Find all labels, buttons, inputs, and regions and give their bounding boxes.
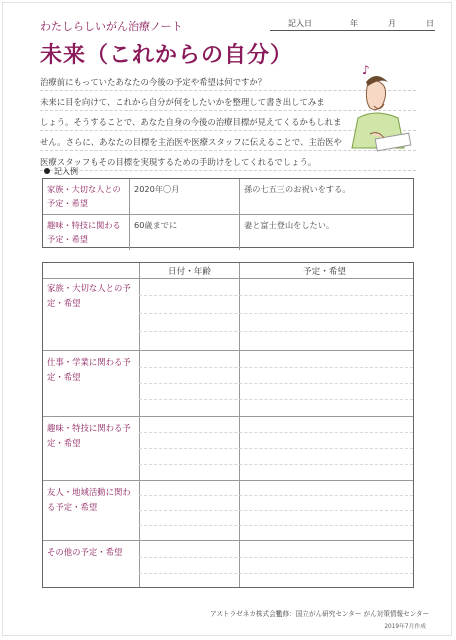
category-other: その他の予定・希望 — [47, 547, 123, 557]
example-section-label — [44, 166, 78, 177]
writing-line[interactable] — [139, 313, 413, 314]
row-divider — [43, 416, 413, 417]
writing-line[interactable] — [139, 331, 413, 332]
man-writing-illustration — [340, 60, 420, 160]
column-divider — [139, 263, 140, 587]
example-category: 趣味・特技に関わる予定・希望 — [43, 215, 130, 250]
header-divider — [43, 278, 413, 279]
category-work: 仕事・学業に関わる予定・希望 — [47, 357, 131, 382]
page-title: 未来（これからの自分） — [40, 43, 294, 68]
year-label: 年 — [350, 19, 358, 28]
example-category: 家族・大切な人との予定・希望 — [43, 179, 130, 214]
writing-line[interactable] — [139, 367, 413, 368]
example-row — [43, 179, 413, 214]
example-when: 2020年〇月 — [130, 179, 240, 214]
date-label: 記入日 — [288, 19, 312, 28]
example-plan: 妻と富士登山をしたい。 — [244, 220, 335, 230]
column-divider — [239, 263, 240, 587]
writing-line[interactable] — [139, 448, 413, 449]
column-header-plan: 予定・希望 — [303, 267, 346, 277]
writing-line[interactable] — [139, 383, 413, 384]
category-hobby: 趣味・特技に関わる予定・希望 — [47, 423, 131, 448]
example-when: 60歳までに — [130, 215, 240, 250]
notebook-title: わたしらしいがん治療ノート — [40, 20, 183, 33]
example-plan: 孫の七五三のお祝いをする。 — [244, 184, 351, 194]
writing-line[interactable] — [139, 573, 413, 574]
writing-line[interactable] — [139, 295, 413, 296]
writing-line[interactable] — [139, 495, 413, 496]
example-row — [43, 214, 413, 250]
row-divider — [43, 540, 413, 541]
intro-line: 医療スタッフもその目標を実現するための手助けをしてくれるでしょう。 — [40, 157, 317, 167]
intro-line: 治療前にもっていたあなたの今後の予定や希望は何ですか？ — [40, 77, 267, 87]
intro-text — [40, 72, 340, 172]
intro-line: せん。さらに、あなたの目標を主治医や医療スタッフに伝えることで、主治医や — [40, 137, 342, 147]
writing-line[interactable] — [139, 399, 413, 400]
entry-date-field[interactable] — [270, 14, 435, 31]
category-community: 友人・地域活動に関わる予定・希望 — [47, 487, 131, 512]
column-header-date: 日付・年齢 — [168, 267, 211, 277]
music-note-icon: ♪ — [362, 63, 370, 77]
writing-line[interactable] — [139, 525, 413, 526]
example-table — [42, 178, 414, 248]
row-divider — [43, 350, 413, 351]
example-label-text: 記入例 — [54, 167, 78, 176]
writing-line[interactable] — [139, 557, 413, 558]
writing-line[interactable] — [139, 464, 413, 465]
writing-line[interactable] — [139, 510, 413, 511]
supervision-credit: 監修：国立がん研究センター がん対策情報センター — [276, 610, 430, 618]
published-date: 2019年7月作成 — [384, 624, 426, 630]
row-divider — [43, 480, 413, 481]
writing-line[interactable] — [139, 432, 413, 433]
intro-line: 未来に目を向けて、これから自分が何をしたいかを整理して書き出してみま — [40, 97, 325, 107]
category-family: 家族・大切な人との予定・希望 — [47, 283, 131, 308]
bullet-icon — [44, 168, 50, 174]
company-name: アストラゼネカ株式会社 — [210, 610, 283, 618]
plan-table — [42, 262, 414, 588]
day-label: 日 — [426, 19, 434, 28]
month-label: 月 — [388, 19, 396, 28]
intro-line: しょう。そうすることで、あなた自身の今後の治療目標が見えてくるかもしれま — [40, 117, 342, 127]
